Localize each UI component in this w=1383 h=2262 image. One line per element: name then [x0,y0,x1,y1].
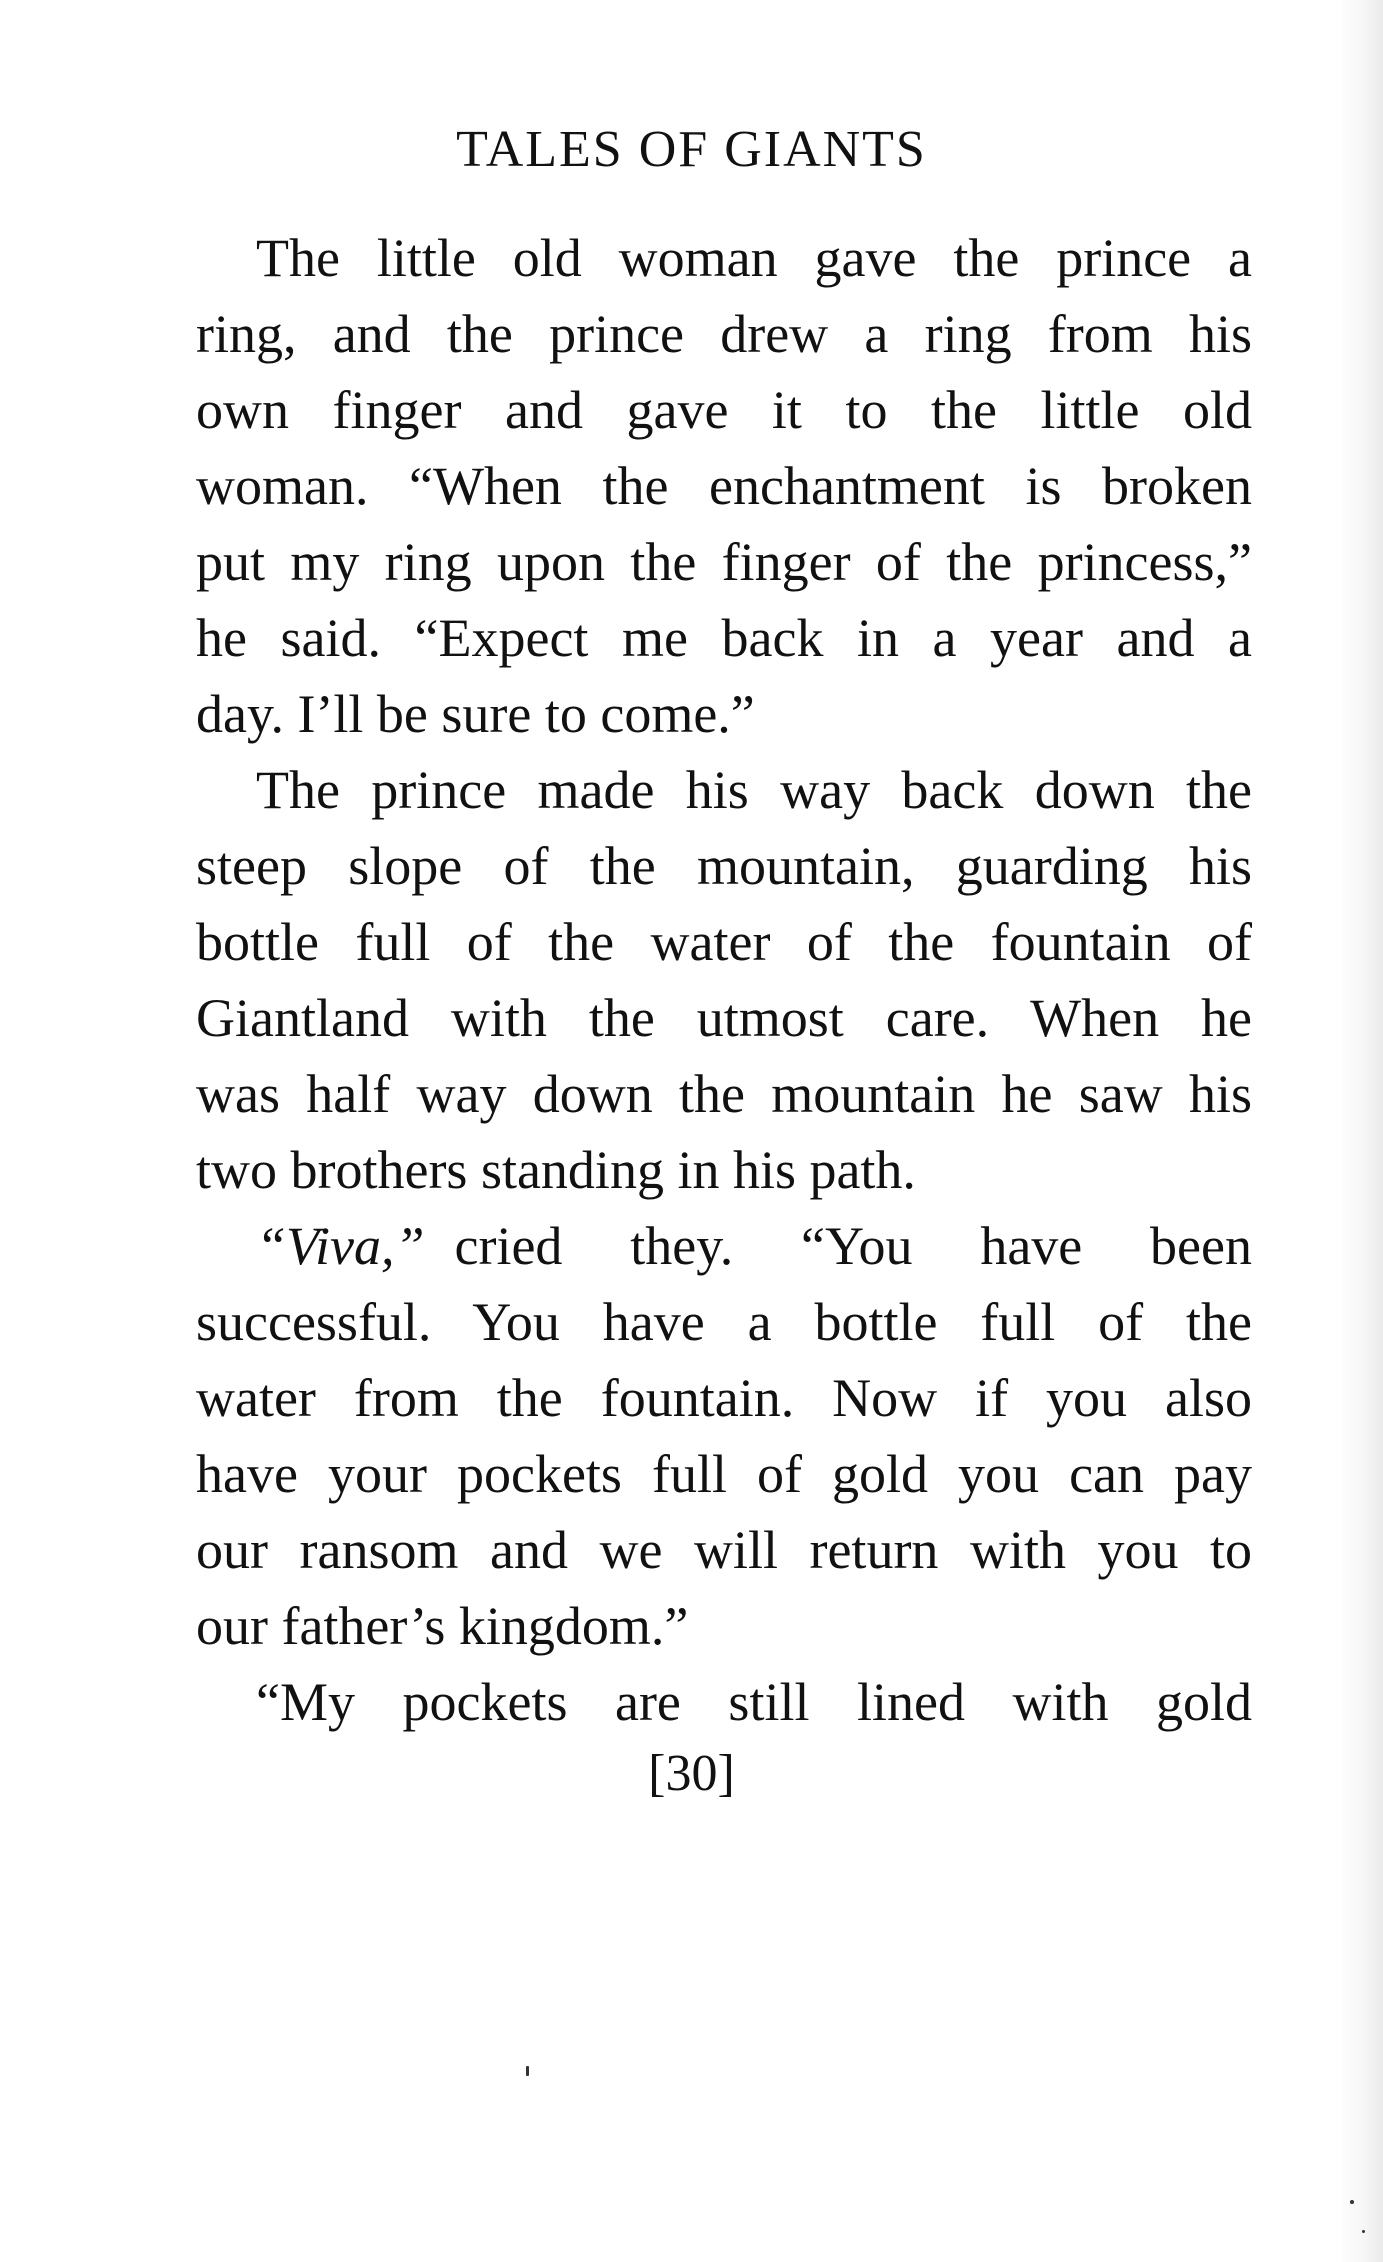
page-number: [30] [648,1745,735,1802]
text-line: water from the fountain. Now if you also [196,1368,1252,1428]
text-line: our father’s kingdom.” [196,1596,689,1656]
body-text [196,220,1252,1740]
text-line: our ransom and we will return with you to [196,1520,1252,1580]
text-line: was half way down the mountain he saw his [196,1064,1252,1124]
text-line-rest: cried they. “You have been [454,1216,1252,1276]
text-line: steep slope of the mountain, guarding his [196,836,1252,896]
text-line: put my ring upon the finger of the princess,” [196,532,1252,592]
dust-speck [1350,2200,1354,2204]
italic-word: “Viva,” [256,1216,425,1276]
text-line: he said. “Expect me back in a year and a [196,608,1252,668]
text-line: ring, and the prince drew a ring from his [196,304,1252,364]
running-title: TALES OF GIANTS [456,121,927,178]
text-line: day. I’ll be sure to come.” [196,684,755,744]
scan-edge-shadow [1335,0,1383,2262]
dust-speck [526,2066,529,2076]
text-line: “My pockets are still lined with gold [256,1672,1252,1732]
text-line: Giantland with the utmost care. When he [196,988,1252,1048]
text-line: own finger and gave it to the little old [196,380,1252,440]
dust-speck [1362,2230,1365,2233]
text-line: woman. “When the enchantment is broken [196,456,1252,516]
text-line: have your pockets full of gold you can pay [196,1444,1252,1504]
text-line-with-italic [196,1208,1252,1284]
text-line: bottle full of the water of the fountain of [196,912,1252,972]
text-line: successful. You have a bottle full of the [196,1292,1252,1352]
text-line: The little old woman gave the prince a [256,228,1252,288]
text-line: two brothers standing in his path. [196,1140,916,1200]
text-line: The prince made his way back down the [256,760,1252,820]
